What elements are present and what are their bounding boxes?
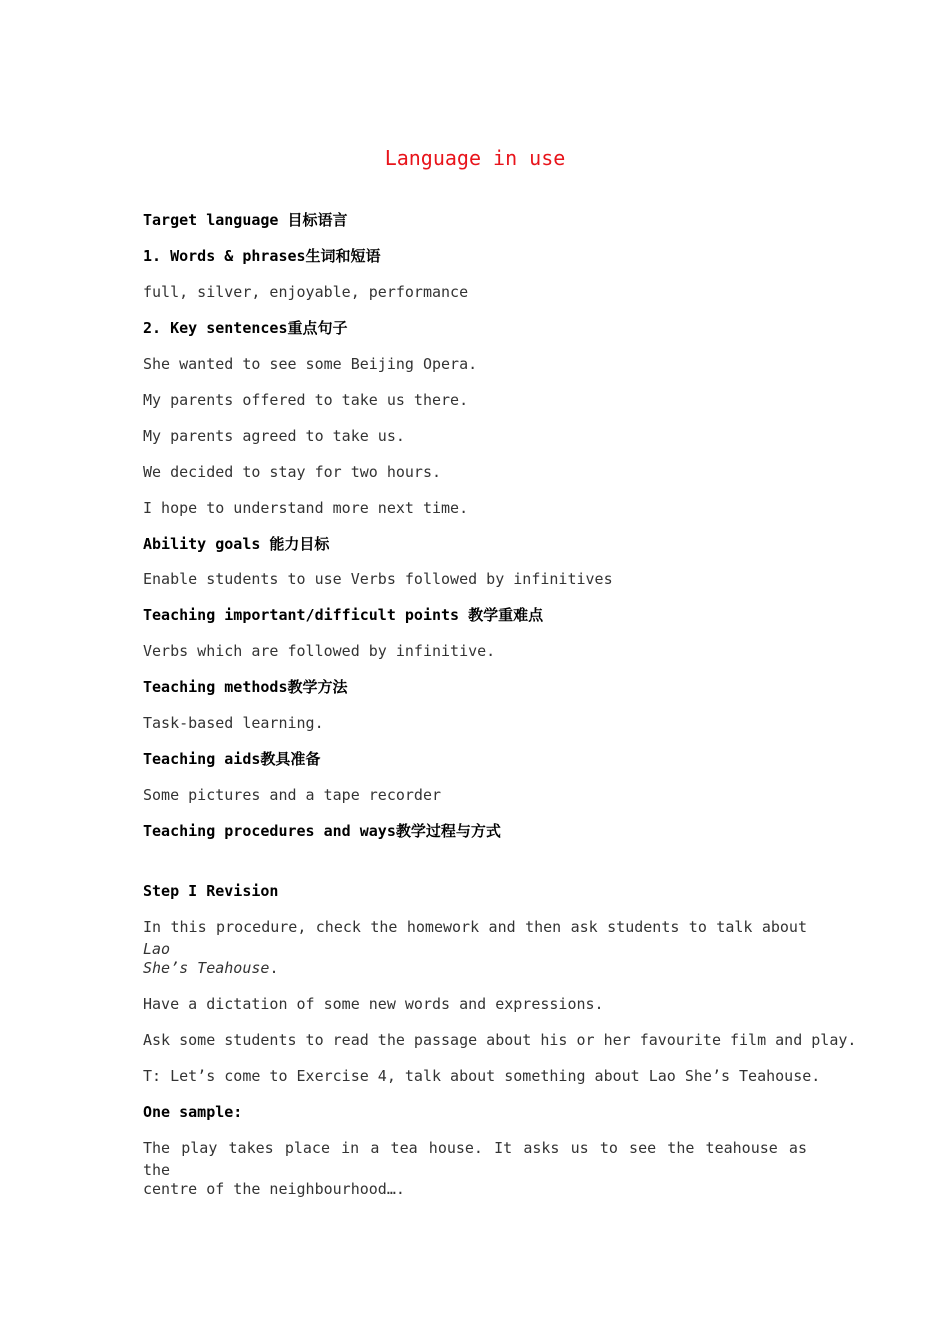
ability-goals-text: Enable students to use Verbs followed by infinitives (143, 570, 613, 588)
key-sentence: My parents offered to take us there. (143, 391, 469, 409)
step-one-paragraph-line (143, 957, 278, 979)
teaching-procedures-heading: Teaching procedures and ways教学过程与方式 (143, 822, 501, 840)
teaching-methods-heading: Teaching methods教学方法 (143, 678, 348, 696)
sample-heading: One sample: (143, 1103, 243, 1121)
key-sentences-heading: 2. Key sentences重点句子 (143, 319, 348, 337)
words-text: full, silver, enjoyable, performance (143, 283, 469, 301)
step-one-paragraph-text: In this procedure, check the homework and then ask students to talk about (143, 918, 807, 936)
teaching-points-text: Verbs which are followed by infinitive. (143, 642, 496, 660)
teacher-line: T: Let’s come to Exercise 4, talk about something about Lao She’s Teahouse. (143, 1067, 821, 1085)
teaching-aids-text: Some pictures and a tape recorder (143, 786, 442, 804)
step-one-italic-title: She’s Teahouse (143, 959, 270, 977)
ask-students-text: Ask some students to read the passage about his or her favourite film and play. (143, 1031, 857, 1049)
words-heading: 1. Words & phrases生词和短语 (143, 247, 381, 265)
key-sentence: We decided to stay for two hours. (143, 463, 442, 481)
target-language-heading: Target language 目标语言 (143, 211, 348, 229)
key-sentence: I hope to understand more next time. (143, 499, 469, 517)
sample-text-line: centre of the neighbourhood…. (143, 1180, 405, 1198)
ability-goals-heading: Ability goals 能力目标 (143, 535, 330, 553)
step-one-italic-title: Lao (143, 940, 171, 958)
step-one-paragraph-line (143, 916, 807, 960)
key-sentence: She wanted to see some Beijing Opera. (143, 355, 478, 373)
teaching-aids-heading: Teaching aids教具准备 (143, 750, 321, 768)
dictation-text: Have a dictation of some new words and expressions. (143, 995, 604, 1013)
step-one-heading: Step I Revision (143, 882, 279, 900)
page-title: Language in use (384, 146, 566, 170)
sample-text-line: The play takes place in a tea house. It asks us to see the teahouse as the (143, 1139, 807, 1179)
key-sentence: My parents agreed to take us. (143, 427, 405, 445)
step-one-paragraph-end: . (269, 959, 279, 977)
teaching-methods-text: Task-based learning. (143, 714, 324, 732)
teaching-points-heading: Teaching important/difficult points 教学重难点 (143, 606, 544, 624)
